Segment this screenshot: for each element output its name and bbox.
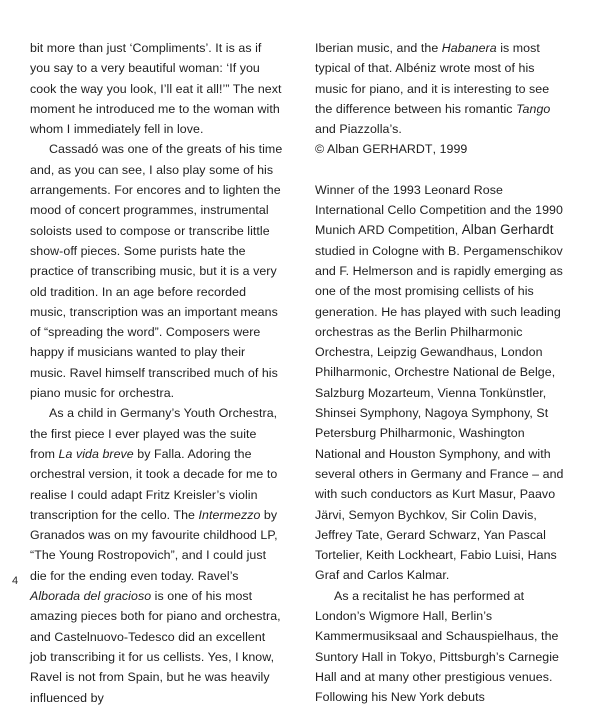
text-run: Cassadó was one of the greats of his time and, as you can see, I also play some of his arrangements. For encores and to lighten the mood of concert programmes, instrumental soloists used to compose or transcribe little show-off pieces. Some purists hate the practice of transcribing music, but it is a very old tradition. In an age before recorded music, transcription was an important means of “spreading the word”. Composers were happy if musicians wanted to play their music. Ravel himself transcribed much of his piano music for orchestra. bbox=[30, 142, 283, 401]
paragraph bbox=[30, 139, 283, 403]
text-run: studied in Cologne with B. Pergamenschikov and F. Helmerson and is rapidly emerging as one of the most promising cellists of his generation. He has played with such leading orchestras as the Berlin Philharmonic Orchestra, Leipzig Gewandhaus, London Philharmonic, Orchestre National de Belge, Salzburg Mozarteum, Vienna Tonkünstler, Shinsei Symphony, Nagoya Symphony, St Petersburg Philharmonic, Washington National and Houston Symphony, and with several others in Germany and France – and with such conductors as Kurt Masur, Paavo Järvi, Semyon Bychkov, Sir Colin Davis, Jeffrey Tate, Gerard Schwarz, Yan Pascal Tortelier, Keith Lockheart, Fabio Luisi, Hans Graf and Carlos Kalmar. bbox=[315, 243, 564, 583]
left-column bbox=[30, 38, 283, 705]
text-run: bit more than just ‘Compliments’. It is as if you say to a very beautiful woman: ‘If you cook the way you look, I’ll eat it all!’” The next moment he introduced me to the woman with whom I immediately fell in love. bbox=[30, 41, 282, 137]
text-run: by Falla. Adoring the orchestral version, it took a decade for me to realise I could adapt Fritz Kreisler’s violin transcription for the cello. The bbox=[30, 446, 278, 522]
copyright-line bbox=[315, 139, 568, 159]
text-run: and Piazzolla’s. bbox=[315, 122, 402, 137]
author-surname: GERHARDT bbox=[362, 142, 433, 157]
artist-name: Alban Gerhardt bbox=[461, 222, 554, 238]
paragraph bbox=[30, 38, 283, 139]
text-run: is one of his most amazing pieces both for piano and orchestra, and Castelnuovo-Tedesco did an excellent job transcribing it for us cellists. Yes, I know, Ravel is not from Spain, but he was heavily influenced by bbox=[30, 589, 281, 705]
column-spacer bbox=[315, 160, 568, 180]
right-column bbox=[315, 38, 568, 705]
paragraph bbox=[315, 38, 568, 139]
text-run: As a recitalist he has performed at London’s Wigmore Hall, Berlin’s Kammermusiksaal and Schauspielhaus, the Suntory Hall in Tokyo, Pittsburgh’s Carnegie Hall and at many other prestigious venues. Following his New York debuts bbox=[315, 588, 560, 705]
paragraph bbox=[30, 403, 283, 707]
italic-title: Intermezzo bbox=[198, 507, 261, 522]
text-run: As a child in Germany’s Youth Orchestra, the first piece I ever played was the suite from bbox=[30, 406, 278, 461]
text-run: is most typical of that. Albéniz wrote most of his music for piano, and it is interesting to see the difference between his romantic bbox=[315, 41, 550, 116]
biography-paragraph bbox=[315, 586, 568, 708]
italic-title: Alborada del gracioso bbox=[30, 589, 152, 604]
text-run: Iberian music, and the bbox=[315, 41, 442, 55]
biography-paragraph bbox=[315, 180, 568, 586]
page-number: 4 bbox=[12, 575, 19, 587]
text-run: by Granados was on my favourite childhood LP, “The Young Rostropovich”, and I could just die for the ending even today. Ravel’s bbox=[30, 507, 278, 583]
text-run: Winner of the 1993 Leonard Rose International Cello Competition and the 1990 Munich ARD Competition, bbox=[315, 182, 563, 238]
text-run: , 1999 bbox=[432, 142, 468, 157]
italic-title: La vida breve bbox=[58, 446, 134, 461]
italic-title: Habanera bbox=[441, 41, 497, 55]
italic-title: Tango bbox=[516, 101, 551, 116]
text-run: © Alban bbox=[315, 142, 363, 157]
